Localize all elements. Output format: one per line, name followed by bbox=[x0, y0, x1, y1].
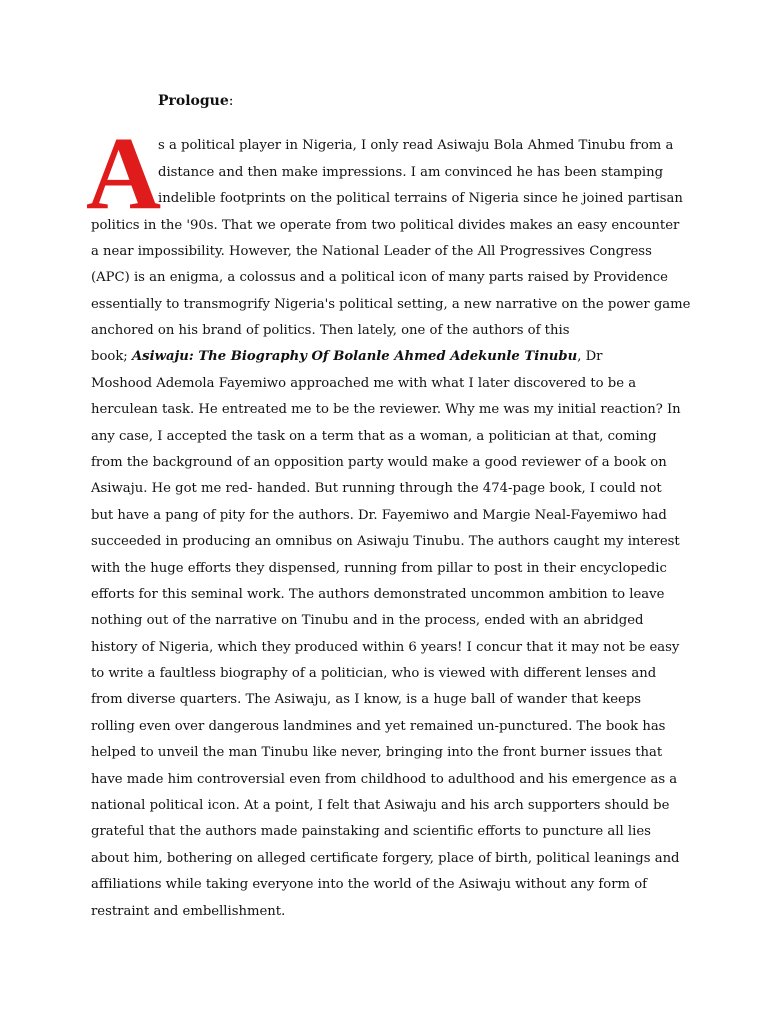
drop-cap-letter: A bbox=[86, 116, 162, 231]
paragraph-line: essentially to transmogrify Nigeria's political setting, a new narrative on the power game bbox=[91, 297, 691, 312]
paragraph-line: restraint and embellishment. bbox=[91, 904, 286, 919]
paragraph-line: politics in the '90s. That we operate from two political divides makes an easy encounter bbox=[91, 218, 680, 233]
paragraph-line: herculean task. He entreated me to be the reviewer. Why me was my initial reaction? In bbox=[91, 402, 681, 417]
paragraph-line: national political icon. At a point, I felt that Asiwaju and his arch supporters should be bbox=[91, 798, 670, 813]
paragraph-line: distance and then make impressions. I am convinced he has been stamping bbox=[158, 165, 664, 180]
book-title: Asiwaju: The Biography Of Bolanle Ahmed Adekunle Tinubu bbox=[131, 349, 578, 364]
paragraph-line: any case, I accepted the task on a term that as a woman, a politician at that, coming bbox=[91, 429, 657, 444]
paragraph-line: to write a faultless biography of a politician, who is viewed with different lenses and bbox=[91, 666, 657, 681]
paragraph-line: s a political player in Nigeria, I only read Asiwaju Bola Ahmed Tinubu from a bbox=[158, 138, 674, 153]
paragraph-line: anchored on his brand of politics. Then lately, one of the authors of this bbox=[91, 323, 570, 338]
paragraph-line: from the background of an opposition party would make a good reviewer of a book on bbox=[91, 455, 667, 470]
paragraph-line: have made him controversial even from childhood to adulthood and his emergence as a bbox=[91, 772, 678, 787]
book-line-prefix: book; bbox=[91, 349, 132, 364]
paragraph-line-book-title bbox=[91, 347, 602, 367]
paragraph-line: with the huge efforts they dispensed, running from pillar to post in their encyclopedic bbox=[91, 561, 667, 576]
paragraph-line: grateful that the authors made painstaking and scientific efforts to puncture all lies bbox=[91, 824, 651, 839]
paragraph-line: rolling even over dangerous landmines and yet remained un-punctured. The book has bbox=[91, 719, 666, 734]
prologue-heading-colon: : bbox=[228, 93, 234, 109]
prologue-heading bbox=[158, 91, 234, 111]
paragraph-line: (APC) is an enigma, a colossus and a political icon of many parts raised by Providence bbox=[91, 270, 668, 285]
paragraph-line: Asiwaju. He got me red- handed. But running through the 474-page book, I could not bbox=[91, 481, 662, 496]
paragraph-line: about him, bothering on alleged certificate forgery, place of birth, political leanings and bbox=[91, 851, 680, 866]
paragraph-line: history of Nigeria, which they produced within 6 years! I concur that it may not be easy bbox=[91, 640, 680, 655]
paragraph-line: helped to unveil the man Tinubu like never, bringing into the front burner issues that bbox=[91, 745, 663, 760]
paragraph-line: a near impossibility. However, the National Leader of the All Progressives Congress bbox=[91, 244, 652, 259]
paragraph-line: nothing out of the narrative on Tinubu and in the process, ended with an abridged bbox=[91, 613, 644, 628]
prologue-heading-text: Prologue bbox=[158, 93, 229, 109]
book-line-suffix: , Dr bbox=[577, 349, 603, 364]
paragraph-line: succeeded in producing an omnibus on Asiwaju Tinubu. The authors caught my interest bbox=[91, 534, 680, 549]
paragraph-line: efforts for this seminal work. The authors demonstrated uncommon ambition to leave bbox=[91, 587, 665, 602]
paragraph-line: indelible footprints on the political terrains of Nigeria since he joined partisan bbox=[158, 191, 683, 206]
paragraph-line: from diverse quarters. The Asiwaju, as I know, is a huge ball of wander that keeps bbox=[91, 692, 642, 707]
paragraph-line: affiliations while taking everyone into the world of the Asiwaju without any form of bbox=[91, 877, 648, 892]
paragraph-line: Moshood Ademola Fayemiwo approached me with what I later discovered to be a bbox=[91, 376, 637, 391]
paragraph-line: but have a pang of pity for the authors. Dr. Fayemiwo and Margie Neal-Fayemiwo had bbox=[91, 508, 667, 523]
